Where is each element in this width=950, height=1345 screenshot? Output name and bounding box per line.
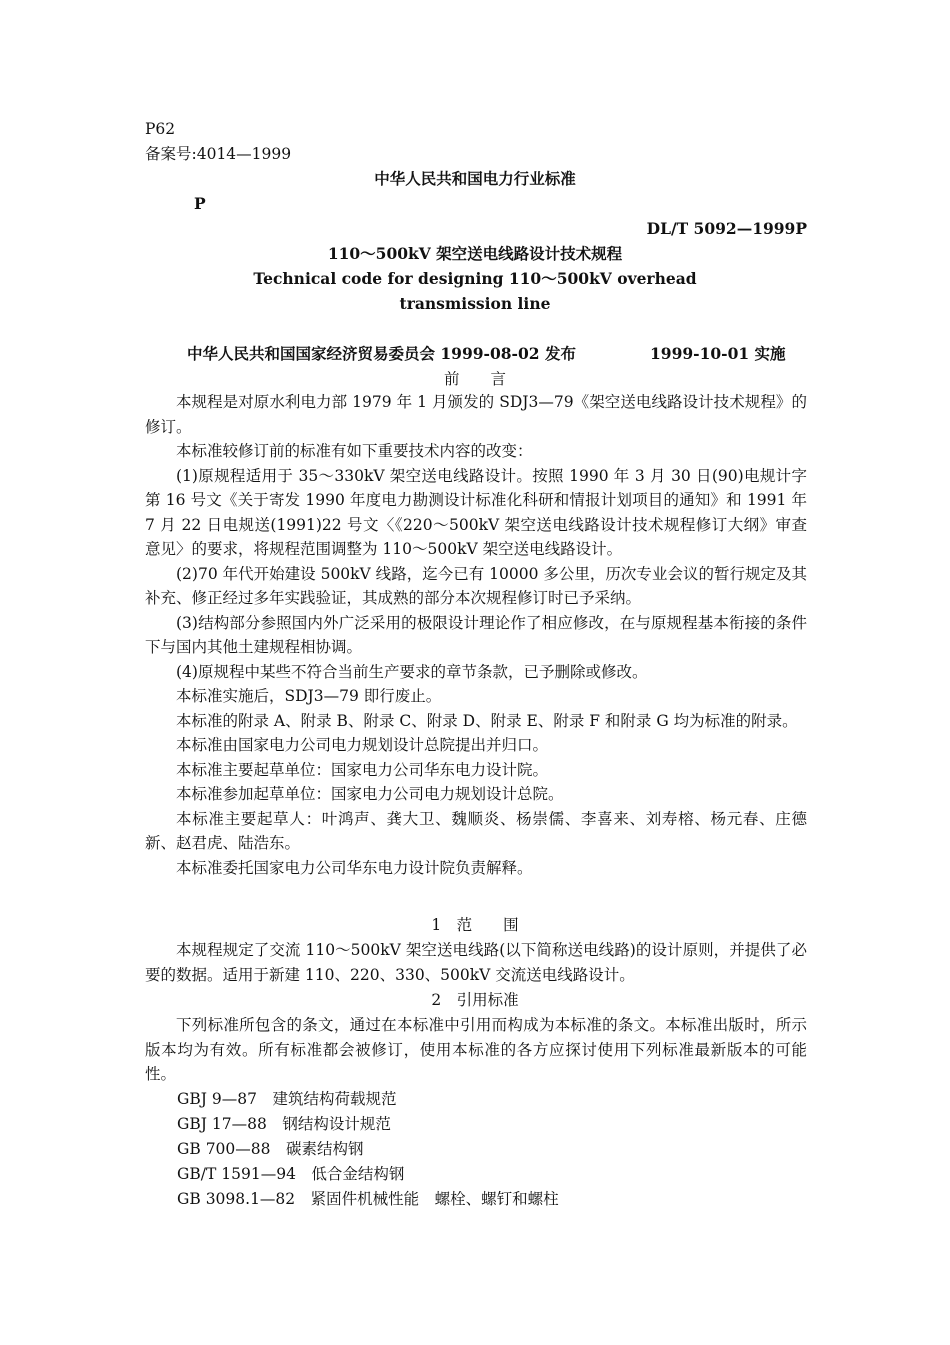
preface-paragraph: 本标准主要起草人：叶鸿声、龚大卫、魏顺炎、杨崇儒、李喜来、刘寿榕、杨元春、庄德新、赵君虎、陆浩东。	[145, 809, 807, 852]
preface-paragraph: 本标准的附录 A、附录 B、附录 C、附录 D、附录 E、附录 F 和附录 G 均为标准的附录。	[176, 711, 798, 730]
preface-paragraph: (4)原规程中某些不符合当前生产要求的章节条款，已予删除或修改。	[176, 662, 648, 681]
preface-paragraph: (1)原规程适用于 35～330kV 架空送电线路设计。按照 1990 年 3 月 30 日(90)电规计字第 16 号文《关于寄发 1990 年度电力勘测设计标准化科研和情报计划项目的通知》和 1991 年 7 月 22 日电规送(1991)22 号文〈《220～500kV 架空送电线路设计技术规程修订大纲》审查意见〉的要求，将规程范围调整为 110～500kV 架空送电线路设计。	[145, 466, 807, 558]
section-1-heading: 1 范 围	[431, 916, 519, 934]
standard-number: DL/T 5092—1999P	[646, 219, 807, 238]
preface-paragraph: 本规程是对原水利电力部 1979 年 1 月颁发的 SDJ3—79《架空送电线路设计技术规程》的修订。	[145, 393, 807, 436]
reference-item: GB 3098.1—82 紧固件机械性能 螺栓、螺钉和螺柱	[177, 1190, 559, 1208]
classification-code: P62	[145, 120, 176, 138]
preface-paragraph: (2)70 年代开始建设 500kV 线路，迄今已有 10000 多公里，历次专业会议的暂行规定及其补充、修正经过多年实践验证，其成熟的部分本次规程修订时已予采纳。	[145, 564, 807, 607]
section-1-body	[145, 938, 807, 987]
section-1-paragraph: 本规程规定了交流 110～500kV 架空送电线路(以下简称送电线路)的设计原则，并提供了必要的数据。适用于新建 110、220、330、500kV 交流送电线路设计。	[145, 941, 807, 984]
preface-heading: 前 言	[443, 370, 506, 388]
preface-paragraph: 本标准较修订前的标准有如下重要技术内容的改变：	[176, 442, 533, 460]
preface-paragraph: 本标准委托国家电力公司华东电力设计院负责解释。	[176, 858, 533, 877]
preface-body	[145, 390, 807, 880]
issue-info: 中华人民共和国国家经济贸易委员会 1999-08-02 发布	[187, 344, 576, 363]
title-chinese: 110～500kV 架空送电线路设计技术规程	[327, 244, 623, 263]
preface-paragraph: 本标准由国家电力公司电力规划设计总院提出并归口。	[176, 736, 549, 754]
reference-item: GB/T 1591—94 低合金结构钢	[177, 1165, 405, 1183]
preface-paragraph: 本标准主要起草单位：国家电力公司华东电力设计院。	[176, 760, 549, 779]
reference-item: GBJ 9—87 建筑结构荷载规范	[177, 1090, 397, 1108]
reference-item: GBJ 17—88 钢结构设计规范	[177, 1115, 391, 1133]
p-mark: P	[194, 194, 206, 213]
reference-item: GB 700—88 碳素结构钢	[177, 1140, 364, 1158]
preface-paragraph: (3)结构部分参照国内外广泛采用的极限设计理论作了相应修改，在与原规程基本衔接的条件下与国内其他土建规程相协调。	[145, 613, 807, 656]
preface-paragraph: 本标准参加起草单位：国家电力公司电力规划设计总院。	[176, 785, 564, 803]
industry-standard-heading: 中华人民共和国电力行业标准	[374, 169, 576, 188]
title-english-line-1: Technical code for designing 110～500kV overhead	[253, 269, 697, 288]
title-english-line-2: transmission line	[399, 294, 551, 313]
preface-paragraph: 本标准实施后，SDJ3—79 即行废止。	[176, 687, 442, 705]
section-2-heading: 2 引用标准	[431, 991, 519, 1009]
section-2-body	[145, 1013, 807, 1087]
section-2-paragraph: 下列标准所包含的条文，通过在本标准中引用而构成为本标准的条文。本标准出版时，所示版本均为有效。所有标准都会被修订，使用本标准的各方应探讨使用下列标准最新版本的可能性。	[145, 1016, 807, 1083]
record-number: 备案号:4014—1999	[145, 145, 292, 163]
effective-date: 1999-10-01 实施	[650, 344, 786, 363]
